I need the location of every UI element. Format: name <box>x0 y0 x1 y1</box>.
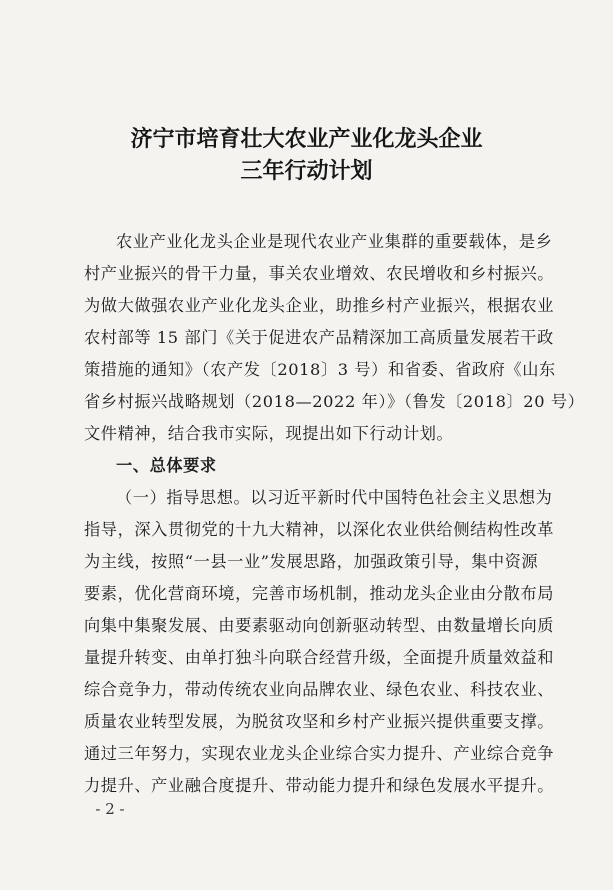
body-line: 村产业振兴的骨干力量，事关农业增效、农民增收和乡村振兴。 <box>84 264 555 283</box>
document-title-line-2: 三年行动计划 <box>240 158 373 184</box>
body-line: 综合竞争力，带动传统农业向品牌农业、绿色农业、科技农业、 <box>84 680 555 699</box>
body-line: 向集中集聚发展、由要素驱动向创新驱动转型、由数量增长向质 <box>84 616 555 635</box>
body-line: 为主线，按照“一县一业”发展思路，加强政策引导，集中资源 <box>84 552 539 571</box>
body-line: 农业产业化龙头企业是现代农业产业集群的重要载体，是乡 <box>116 232 553 251</box>
body-line: 要素，优化营商环境，完善市场机制，推动龙头企业由分散布局 <box>84 584 555 603</box>
document-title-line-1: 济宁市培育壮大农业产业化龙头企业 <box>130 126 483 152</box>
body-line: （一）指导思想。以习近平新时代中国特色社会主义思想为 <box>116 488 553 507</box>
body-line: 农村部等 15 部门《关于促进农产品精深加工高质量发展若干政 <box>84 328 554 347</box>
body-line: 文件精神，结合我市实际，现提出如下行动计划。 <box>84 424 454 443</box>
body-line: 省乡村振兴战略规划（2018—2022 年）》（鲁发〔2018〕20 号） <box>84 392 585 411</box>
page-number: - 2 - <box>95 800 125 818</box>
body-line: 策措施的通知》（农产发〔2018〕3 号）和省委、省政府《山东 <box>84 360 556 379</box>
body-line: 质量农业转型发展，为脱贫攻坚和乡村产业振兴提供重要支撑。 <box>84 712 555 731</box>
body-line: 力提升、产业融合度提升、带动能力提升和绿色发展水平提升。 <box>84 776 555 795</box>
body-line: 量提升转变、由单打独斗向联合经营升级，全面提升质量效益和 <box>84 648 555 667</box>
body-line: 指导，深入贯彻党的十九大精神，以深化农业供给侧结构性改革 <box>84 520 555 539</box>
section-heading: 一、总体要求 <box>116 456 217 475</box>
body-line: 通过三年努力，实现农业龙头企业综合实力提升、产业综合竞争 <box>84 744 555 763</box>
body-line: 为做大做强农业产业化龙头企业，助推乡村产业振兴，根据农业 <box>84 296 555 315</box>
